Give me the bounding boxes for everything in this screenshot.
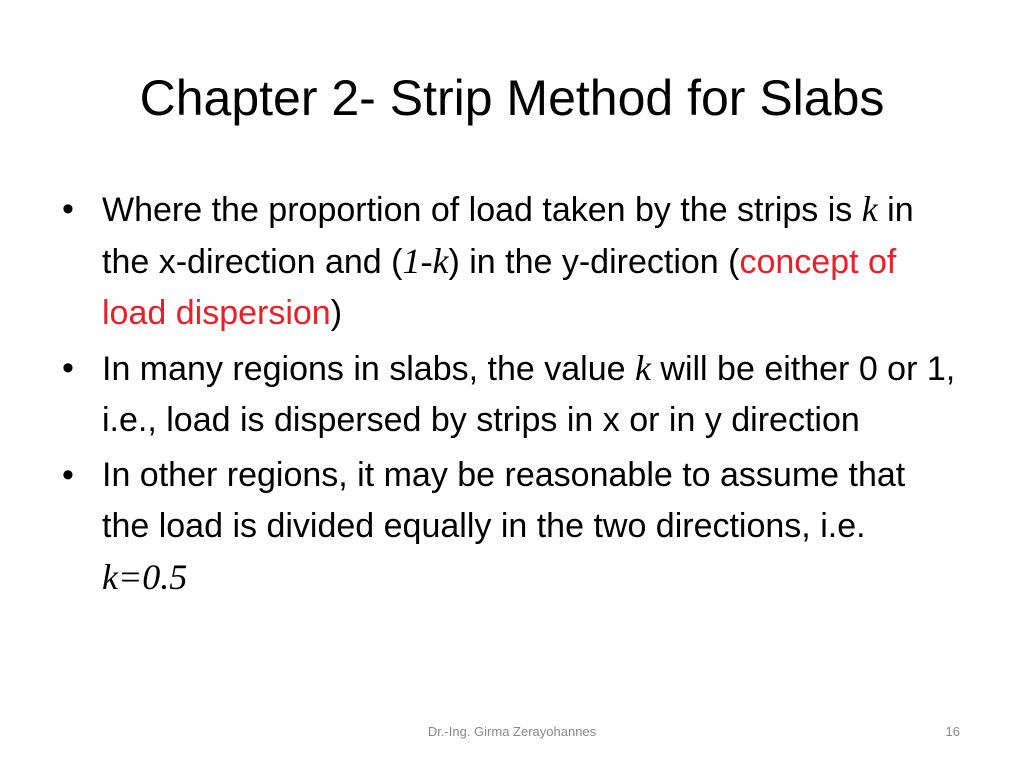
- math-k-half: k=0.5: [102, 557, 188, 597]
- bullet-item-load-proportion: [60, 184, 960, 339]
- bullet-text: In other regions, it may be reasonable to assume that the load is divided equally in the two directions, i.e.: [102, 456, 906, 545]
- footer-page-number: 16: [945, 724, 960, 739]
- bullet-text: in the x-direction and (: [102, 191, 914, 281]
- bullet-text: ): [330, 294, 343, 332]
- bullet-item-k-values: [60, 343, 960, 446]
- math-k: k: [861, 189, 878, 229]
- bullet-text: will be either 0 or 1, i.e., load is dispersed by strips in x or in y direction: [102, 350, 956, 439]
- slide-title: Chapter 2- Strip Method for Slabs: [139, 70, 885, 126]
- bullet-text: ) in the y-direction (: [448, 243, 740, 281]
- math-k: k: [634, 348, 651, 388]
- bullet-item-equal-division: [60, 450, 960, 604]
- bullet-text: Where the proportion of load taken by the strips is: [102, 191, 862, 229]
- math-one-minus-k: 1-k: [402, 241, 449, 281]
- bullet-list: [60, 184, 960, 608]
- bullet-dot-icon: •: [62, 456, 74, 494]
- bullet-dot-icon: •: [62, 190, 74, 228]
- highlight-text: concept of load dispersion: [102, 243, 897, 332]
- bullet-text: In many regions in slabs, the value: [102, 350, 635, 388]
- bullet-dot-icon: •: [62, 349, 74, 387]
- footer-author: Dr.-Ing. Girma Zerayohannes: [427, 724, 597, 739]
